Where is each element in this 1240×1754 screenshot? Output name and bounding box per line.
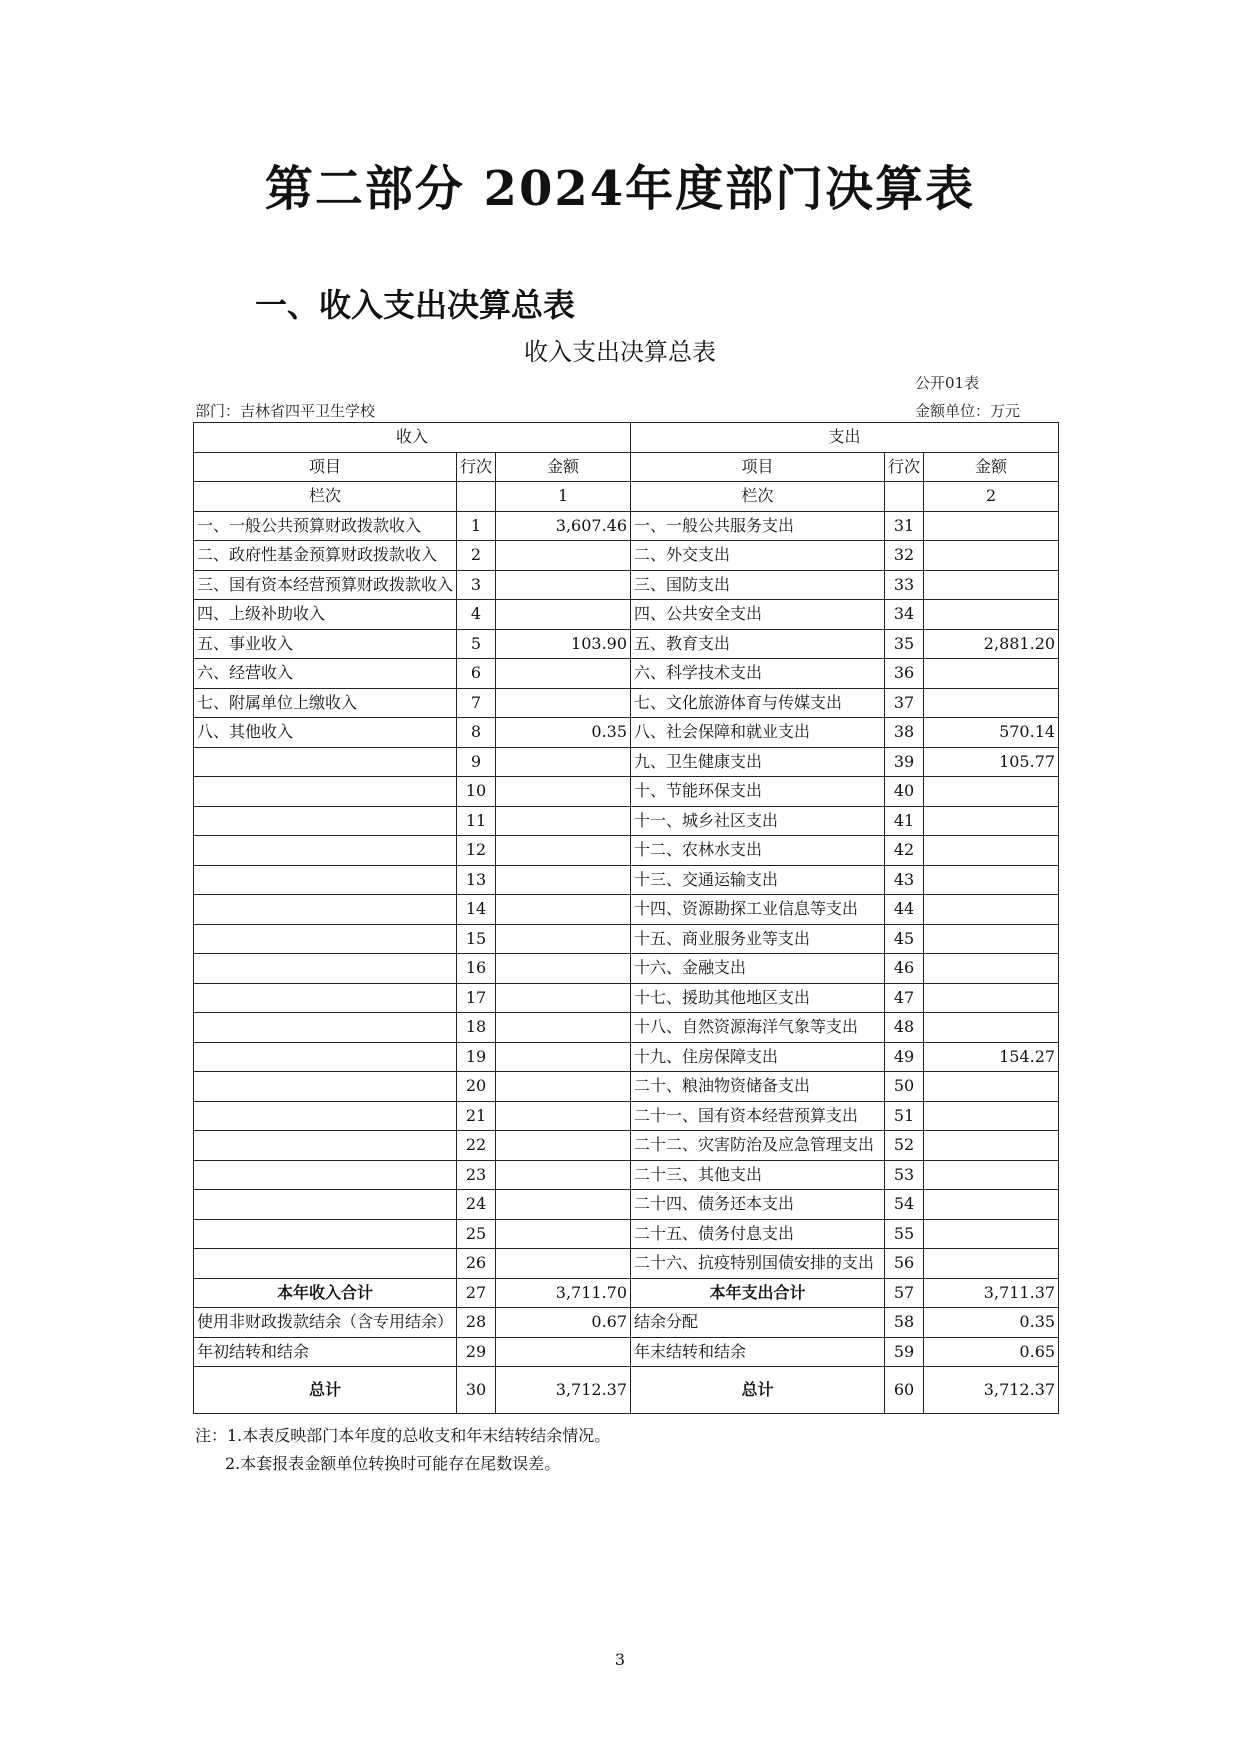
expense-row-no: 58: [885, 1308, 924, 1338]
expense-amount: [924, 1131, 1059, 1161]
expense-item: 十六、金融支出: [631, 954, 885, 984]
expense-item: 十、节能环保支出: [631, 777, 885, 807]
table-row: [194, 541, 1059, 571]
expense-amount: [924, 511, 1059, 541]
table-row: [194, 659, 1059, 689]
income-item: [194, 1160, 457, 1190]
income-row-no: 28: [457, 1308, 496, 1338]
expense-amount: [924, 954, 1059, 984]
expense-amount: 154.27: [924, 1042, 1059, 1072]
income-row-no: 15: [457, 924, 496, 954]
notes: [195, 1422, 610, 1478]
expense-row-no: 38: [885, 718, 924, 748]
income-row-no: 25: [457, 1219, 496, 1249]
table-row: [194, 954, 1059, 984]
table-row: [194, 1308, 1059, 1338]
expense-row-no-header: 行次: [885, 452, 924, 482]
expense-column-blank: [885, 482, 924, 512]
income-row-no: 13: [457, 865, 496, 895]
expense-row-no: 57: [885, 1278, 924, 1308]
expense-amount: [924, 983, 1059, 1013]
table-row: [194, 1249, 1059, 1279]
expense-item-header: 项目: [631, 452, 885, 482]
income-amount: [496, 747, 631, 777]
expense-header: 支出: [631, 423, 1059, 453]
expense-item: 十七、援助其他地区支出: [631, 983, 885, 1013]
table-row: [194, 895, 1059, 925]
expense-item: 年末结转和结余: [631, 1337, 885, 1367]
expense-item: 二十六、抗疫特别国债安排的支出: [631, 1249, 885, 1279]
income-item: [194, 1249, 457, 1279]
expense-amount: [924, 659, 1059, 689]
expense-item: 二十五、债务付息支出: [631, 1219, 885, 1249]
income-item: 一、一般公共预算财政拨款收入: [194, 511, 457, 541]
expense-row-no: 44: [885, 895, 924, 925]
income-amount: [496, 1337, 631, 1367]
expense-amount: [924, 1072, 1059, 1102]
page-title: 第二部分 2024年度部门决算表: [264, 161, 976, 217]
expense-item: 二十、粮油物资储备支出: [631, 1072, 885, 1102]
income-column-label: 栏次: [194, 482, 457, 512]
expense-item: 一、一般公共服务支出: [631, 511, 885, 541]
income-amount: [496, 895, 631, 925]
table-row: [194, 1160, 1059, 1190]
table-row: [194, 924, 1059, 954]
table-row: [194, 747, 1059, 777]
income-item: [194, 924, 457, 954]
income-amount: [496, 1101, 631, 1131]
expense-row-no: 60: [885, 1367, 924, 1414]
income-amount: 3,607.46: [496, 511, 631, 541]
expense-amount: [924, 836, 1059, 866]
table-row: [194, 688, 1059, 718]
expense-item: 十八、自然资源海洋气象等支出: [631, 1013, 885, 1043]
table-row: [194, 1337, 1059, 1367]
income-row-no: 2: [457, 541, 496, 571]
income-amount: [496, 865, 631, 895]
expense-amount: 0.35: [924, 1308, 1059, 1338]
expense-amount: [924, 570, 1059, 600]
income-item: 使用非财政拨款结余（含专用结余）: [194, 1308, 457, 1338]
expense-item: 十九、住房保障支出: [631, 1042, 885, 1072]
income-row-no: 26: [457, 1249, 496, 1279]
expense-row-no: 53: [885, 1160, 924, 1190]
form-code: 公开01表: [915, 374, 980, 392]
expense-amount: 2,881.20: [924, 629, 1059, 659]
expense-item: 十三、交通运输支出: [631, 865, 885, 895]
income-row-no: 1: [457, 511, 496, 541]
total-row: [194, 1367, 1059, 1414]
expense-amount: [924, 806, 1059, 836]
table-row: [194, 511, 1059, 541]
income-row-no: 10: [457, 777, 496, 807]
income-item: 二、政府性基金预算财政拨款收入: [194, 541, 457, 571]
expense-item: 二十二、灾害防治及应急管理支出: [631, 1131, 885, 1161]
income-amount: [496, 541, 631, 571]
income-item: 四、上级补助收入: [194, 600, 457, 630]
income-row-no: 5: [457, 629, 496, 659]
header-row-sections: [194, 423, 1059, 453]
income-amount: [496, 924, 631, 954]
income-amount: [496, 570, 631, 600]
income-row-no: 19: [457, 1042, 496, 1072]
expense-item: 二十三、其他支出: [631, 1160, 885, 1190]
header-row-columns: [194, 452, 1059, 482]
income-row-no: 14: [457, 895, 496, 925]
expense-row-no: 32: [885, 541, 924, 571]
income-amount: [496, 1190, 631, 1220]
expense-row-no: 52: [885, 1131, 924, 1161]
table-row: [194, 777, 1059, 807]
income-item: [194, 1219, 457, 1249]
expense-amount: [924, 1101, 1059, 1131]
income-row-no: 12: [457, 836, 496, 866]
table-row: [194, 983, 1059, 1013]
income-amount: [496, 1042, 631, 1072]
income-amount: 3,711.70: [496, 1278, 631, 1308]
expense-row-no: 35: [885, 629, 924, 659]
subtotal-row: [194, 1278, 1059, 1308]
expense-column-label: 栏次: [631, 482, 885, 512]
income-item: 五、事业收入: [194, 629, 457, 659]
expense-item: 十五、商业服务业等支出: [631, 924, 885, 954]
expense-row-no: 40: [885, 777, 924, 807]
income-amount: [496, 688, 631, 718]
expense-amount: [924, 777, 1059, 807]
income-amount: [496, 836, 631, 866]
expense-row-no: 34: [885, 600, 924, 630]
income-item: [194, 1190, 457, 1220]
table-row: [194, 629, 1059, 659]
expense-row-no: 49: [885, 1042, 924, 1072]
income-amount: [496, 1013, 631, 1043]
table-body: [194, 423, 1059, 1414]
income-column-number: 1: [496, 482, 631, 512]
section-title: 一、收入支出决算总表: [255, 286, 576, 324]
income-row-no: 18: [457, 1013, 496, 1043]
expense-item: 二、外交支出: [631, 541, 885, 571]
income-row-no: 4: [457, 600, 496, 630]
income-item: 本年收入合计: [194, 1278, 457, 1308]
income-item: [194, 1042, 457, 1072]
expense-row-no: 41: [885, 806, 924, 836]
expense-amount: [924, 541, 1059, 571]
table-row: [194, 600, 1059, 630]
income-amount: [496, 777, 631, 807]
expense-amount: [924, 1190, 1059, 1220]
income-item: [194, 865, 457, 895]
expense-item: 本年支出合计: [631, 1278, 885, 1308]
expense-amount: 3,712.37: [924, 1367, 1059, 1414]
income-amount: 103.90: [496, 629, 631, 659]
income-item: [194, 806, 457, 836]
expense-item: 七、文化旅游体育与传媒支出: [631, 688, 885, 718]
expense-row-no: 46: [885, 954, 924, 984]
expense-amount: 570.14: [924, 718, 1059, 748]
expense-row-no: 31: [885, 511, 924, 541]
income-amount: [496, 983, 631, 1013]
expense-item: 十一、城乡社区支出: [631, 806, 885, 836]
table-row: [194, 1131, 1059, 1161]
income-item: [194, 1101, 457, 1131]
expense-amount: [924, 600, 1059, 630]
expense-amount: [924, 1013, 1059, 1043]
income-amount: [496, 1249, 631, 1279]
income-row-no: 3: [457, 570, 496, 600]
income-item: [194, 1131, 457, 1161]
income-row-no: 17: [457, 983, 496, 1013]
table-row: [194, 806, 1059, 836]
expense-amount: [924, 924, 1059, 954]
expense-row-no: 42: [885, 836, 924, 866]
expense-row-no: 33: [885, 570, 924, 600]
expense-row-no: 43: [885, 865, 924, 895]
expense-row-no: 48: [885, 1013, 924, 1043]
income-column-blank: [457, 482, 496, 512]
expense-row-no: 37: [885, 688, 924, 718]
expense-row-no: 51: [885, 1101, 924, 1131]
income-row-no: 30: [457, 1367, 496, 1414]
expense-row-no: 56: [885, 1249, 924, 1279]
income-amount: [496, 1131, 631, 1161]
income-item: [194, 836, 457, 866]
expense-item: 总计: [631, 1367, 885, 1414]
expense-amount: [924, 895, 1059, 925]
expense-row-no: 45: [885, 924, 924, 954]
expense-row-no: 39: [885, 747, 924, 777]
page-number: 3: [614, 1650, 626, 1669]
income-item: [194, 1072, 457, 1102]
income-row-no: 22: [457, 1131, 496, 1161]
expense-amount: 3,711.37: [924, 1278, 1059, 1308]
income-amount: 0.67: [496, 1308, 631, 1338]
amount-unit-label: 金额单位：万元: [915, 402, 1021, 420]
income-row-no: 16: [457, 954, 496, 984]
income-row-no: 8: [457, 718, 496, 748]
income-item: 总计: [194, 1367, 457, 1414]
table-row: [194, 1219, 1059, 1249]
expense-item: 二十四、债务还本支出: [631, 1190, 885, 1220]
expense-column-number: 2: [924, 482, 1059, 512]
income-item: [194, 895, 457, 925]
expense-amount: 0.65: [924, 1337, 1059, 1367]
income-row-no: 20: [457, 1072, 496, 1102]
table-row: [194, 1190, 1059, 1220]
expense-item: 五、教育支出: [631, 629, 885, 659]
expense-row-no: 50: [885, 1072, 924, 1102]
expense-amount-header: 金额: [924, 452, 1059, 482]
header-row-column-numbers: [194, 482, 1059, 512]
income-amount: 3,712.37: [496, 1367, 631, 1414]
expense-item: 结余分配: [631, 1308, 885, 1338]
expense-item: 十二、农林水支出: [631, 836, 885, 866]
income-amount-header: 金额: [496, 452, 631, 482]
expense-amount: [924, 1219, 1059, 1249]
expense-amount: 105.77: [924, 747, 1059, 777]
expense-row-no: 36: [885, 659, 924, 689]
income-row-no: 21: [457, 1101, 496, 1131]
table-row: [194, 1101, 1059, 1131]
income-amount: [496, 1219, 631, 1249]
income-row-no: 6: [457, 659, 496, 689]
expense-item: 三、国防支出: [631, 570, 885, 600]
income-item: [194, 777, 457, 807]
income-item: [194, 747, 457, 777]
income-item: [194, 954, 457, 984]
income-amount: [496, 954, 631, 984]
income-header: 收入: [194, 423, 631, 453]
expense-item: 八、社会保障和就业支出: [631, 718, 885, 748]
table-row: [194, 1072, 1059, 1102]
income-item: 七、附属单位上缴收入: [194, 688, 457, 718]
income-amount: [496, 806, 631, 836]
table-row: [194, 718, 1059, 748]
note-2: 2.本套报表金额单位转换时可能存在尾数误差。: [225, 1454, 561, 1473]
income-amount: 0.35: [496, 718, 631, 748]
expense-item: 十四、资源勘探工业信息等支出: [631, 895, 885, 925]
expense-amount: [924, 688, 1059, 718]
income-row-no: 11: [457, 806, 496, 836]
income-row-no: 29: [457, 1337, 496, 1367]
table-title: 收入支出决算总表: [524, 338, 716, 366]
table-row: [194, 865, 1059, 895]
income-item: [194, 1013, 457, 1043]
table-row: [194, 1042, 1059, 1072]
income-amount: [496, 659, 631, 689]
table-row: [194, 570, 1059, 600]
income-row-no: 23: [457, 1160, 496, 1190]
income-item: 三、国有资本经营预算财政拨款收入: [194, 570, 457, 600]
expense-row-no: 59: [885, 1337, 924, 1367]
income-amount: [496, 600, 631, 630]
expense-row-no: 54: [885, 1190, 924, 1220]
expense-row-no: 47: [885, 983, 924, 1013]
note-1: 注：1.本表反映部门本年度的总收支和年末结转结余情况。: [195, 1426, 611, 1445]
table-row: [194, 836, 1059, 866]
department-label: 部门：吉林省四平卫生学校: [195, 402, 376, 420]
income-item: 八、其他收入: [194, 718, 457, 748]
income-item: 六、经营收入: [194, 659, 457, 689]
income-amount: [496, 1072, 631, 1102]
income-row-no: 9: [457, 747, 496, 777]
income-item: [194, 983, 457, 1013]
expense-item: 四、公共安全支出: [631, 600, 885, 630]
expense-amount: [924, 865, 1059, 895]
income-row-no: 24: [457, 1190, 496, 1220]
income-item-header: 项目: [194, 452, 457, 482]
expense-item: 二十一、国有资本经营预算支出: [631, 1101, 885, 1131]
expense-amount: [924, 1249, 1059, 1279]
expense-row-no: 55: [885, 1219, 924, 1249]
table-row: [194, 1013, 1059, 1043]
expense-item: 六、科学技术支出: [631, 659, 885, 689]
income-row-no: 27: [457, 1278, 496, 1308]
expense-amount: [924, 1160, 1059, 1190]
income-row-no: 7: [457, 688, 496, 718]
expense-item: 九、卫生健康支出: [631, 747, 885, 777]
income-row-no-header: 行次: [457, 452, 496, 482]
income-amount: [496, 1160, 631, 1190]
income-item: 年初结转和结余: [194, 1337, 457, 1367]
income-expense-table: [193, 422, 1059, 1414]
